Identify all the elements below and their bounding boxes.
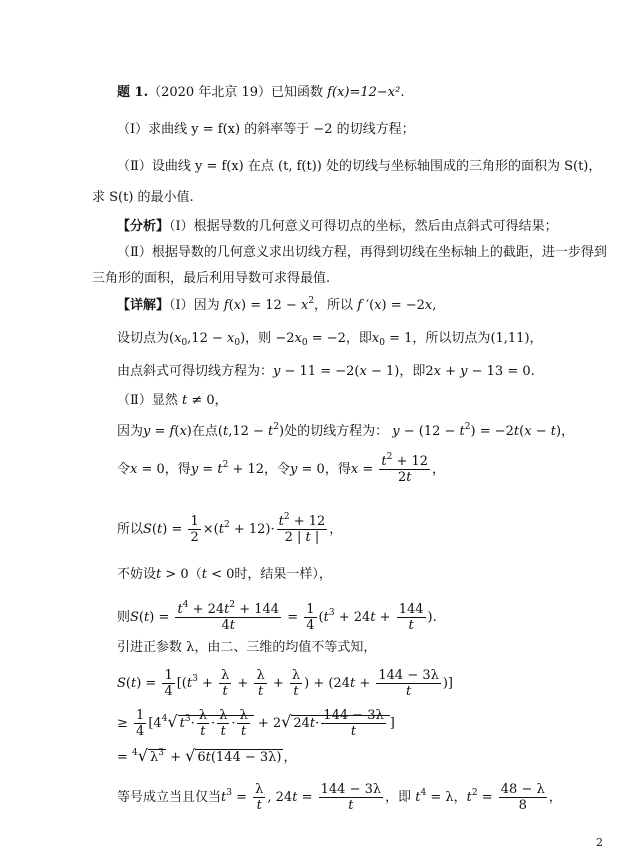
solution-line-8: 不妨设t > 0（t < 0时，结果一样），: [117, 567, 332, 582]
solution-line-9: 则S(t) = $\frac{t^4 + 24t^2 + 144}{4t}$ = $\frac{1}{4}$ ($t^3 + 24t$ + $\frac{144}{t}$ ).: [117, 600, 437, 633]
analysis-line-1: [117, 219, 558, 235]
problem-label: 题 1.: [117, 85, 149, 100]
solution-line-14: 等号成立当且仅当$t^3$ = $\frac{\lambda}{t}$ , 24t = $\frac{144 - 3\lambda}{t}$ ，即 $t^4 = \lambda$，$t^2$ = $\frac{48 - \lambda}{8}$ ，: [117, 782, 562, 813]
solution-line-4: （Ⅱ）显然 t ≠ 0，: [117, 393, 228, 408]
solution-line-3: 由点斜式可得切线方程为：y − 11 = −2(x − 1)，即2x + y − 13 = 0.: [117, 364, 535, 379]
analysis-p2b: 三角形的面积，最后利用导数可求得最值.: [92, 271, 331, 286]
solution-line-13: = $^4$√ $\lambda^3$ + √ 6t(144 − 3λ) ，: [117, 746, 297, 765]
solution-tag: 【详解】: [117, 298, 170, 313]
solution-line-10: 引进正参数 λ，由二、三维的均值不等式知，: [117, 640, 377, 655]
analysis-p1: （Ⅰ）根据导数的几何意义可得切点的坐标，然后由点斜式可得结果；: [169, 219, 558, 234]
solution-line-2: 设切点为$(x_0,12 - x_0)$，则 $-2x_0 = -2$，即$x_0 = 1$，所以切点为(1,11)，: [117, 331, 543, 348]
problem-title-line: 题 1.（2020 年北京 19）已知函数 f(x)=12−x².: [117, 85, 405, 100]
analysis-p2a: （Ⅱ）根据导数的几何意义求出切线方程，再得到切线在坐标轴上的截距，进一步得到: [117, 245, 607, 260]
solution-line-7: 所以S(t) = $\frac{1}{2}$ $\times(t^2 + 12)\cdot$ $\frac{t^2 + 12}{2 | t |}$ ，: [117, 512, 343, 545]
problem-part2: （Ⅱ）设曲线 y = f(x) 在点 (t, f(t)) 处的切线与坐标轴围成的三角形的面积为 S(t)，: [117, 159, 602, 174]
solution-line-6: 令x = 0，得$y = t^2 + 12$，令y = 0，得x = $\frac{t^2 + 12}{2t}$ ，: [117, 452, 446, 485]
problem-source: （2020 年北京 19）已知函数: [148, 85, 324, 100]
solution-line-12: ≥ $\frac{1}{4}$ [$4^4√$ $t^3\cdot$ $\frac{\lambda}{t}$ · $\frac{\lambda}{t}$ · $\frac{\lambda}{t}$ + 2√ 24t· $\frac{144 - 3\lambda}{t}$ ]: [117, 708, 395, 739]
problem-part1: （Ⅰ）求曲线 y = f(x) 的斜率等于 −2 的切线方程；: [117, 122, 415, 137]
problem-function: f(x)=12−x²: [327, 85, 401, 100]
solution-line-1: 【详解】（Ⅰ）因为 $f(x) = 12 - x^2$，所以 f ′(x) = −2x,: [117, 296, 437, 313]
solution-line-5: 因为y = f(x)在点$(t,12 - t^2)$处的切线方程为： $y - (12 - t^2) = -2t(x - t)$，: [117, 422, 575, 439]
solution-line-11: S(t) = $\frac{1}{4}$ [($t^3$ + $\frac{\lambda}{t}$ + $\frac{\lambda}{t}$ + $\frac{\lambda}{t}$ ) + (24t + $\frac{144 - 3\lambda}{t}$ )]: [117, 668, 454, 699]
problem-part2-cont: 求 S(t) 的最小值.: [92, 190, 194, 205]
page-number: 2: [596, 836, 603, 849]
analysis-tag: 【分析】: [117, 219, 170, 234]
